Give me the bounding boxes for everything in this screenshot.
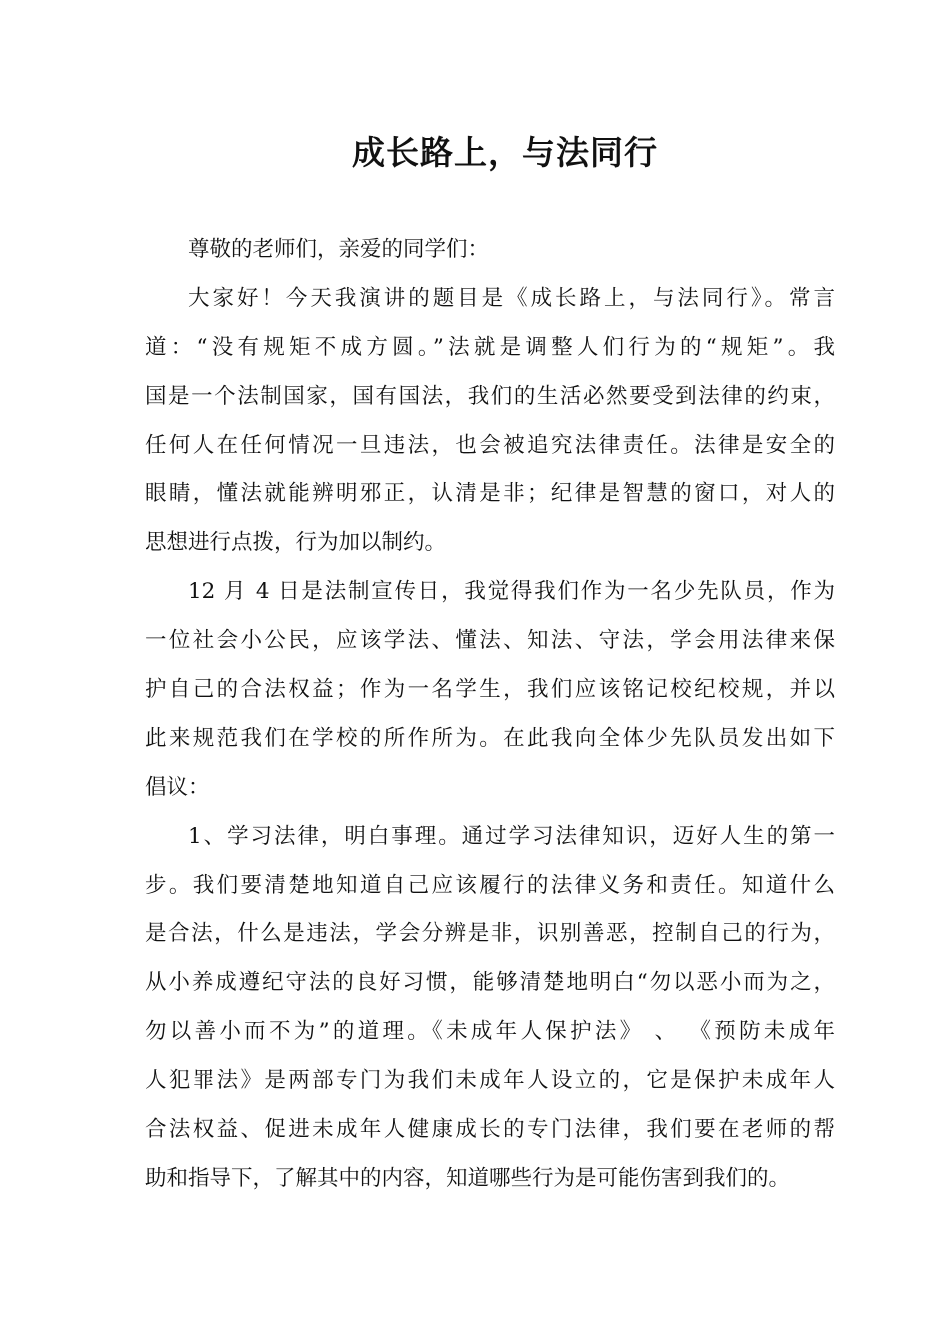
paragraph-line: 一位社会小公民，应该学法、懂法、知法、守法，学会用法律来保 [145, 628, 835, 654]
paragraph-line: 此来规范我们在学校的所作所为。在此我向全体少先队员发出如下 [145, 725, 835, 751]
paragraph-line: 步。我们要清楚地知道自己应该履行的法律义务和责任。知道什么 [145, 872, 835, 898]
paragraph-line: 护自己的合法权益；作为一名学生，我们应该铭记校纪校规，并以 [145, 677, 835, 703]
paragraph-line: 合法权益、促进未成年人健康成长的专门法律，我们要在老师的帮 [145, 1117, 835, 1143]
paragraph-line: 人犯罪法》是两部专门为我们未成年人设立的，它是保护未成年人 [145, 1068, 835, 1094]
document-title: 成长路上，与法同行 [352, 133, 658, 172]
paragraph-line: 任何人在任何情况一旦违法，也会被追究法律责任。法律是安全的 [145, 432, 835, 458]
paragraph-line: 国是一个法制国家，国有国法，我们的生活必然要受到法律的约束， [145, 383, 835, 409]
paragraph-line: 道：“没有规矩不成方圆。”法就是调整人们行为的“规矩”。我 [145, 334, 835, 360]
paragraph-line: 从小养成遵纪守法的良好习惯，能够清楚地明白“勿以恶小而为之， [145, 970, 835, 996]
paragraph-line: 勿以善小而不为”的道理。《未成年人保护法》 、 《预防未成年 [145, 1019, 835, 1045]
document-body [145, 226, 835, 1204]
salutation-line: 尊敬的老师们，亲爱的同学们： [188, 237, 490, 262]
paragraph-line: 倡议： [145, 774, 210, 800]
paragraph-line: 12 月 4 日是法制宣传日，我觉得我们作为一名少先队员，作为 [188, 579, 835, 605]
paragraph-line: 是合法，什么是违法，学会分辨是非，识别善恶，控制自己的行为， [145, 921, 835, 947]
paragraph-line: 思想进行点拨，行为加以制约。 [145, 530, 447, 556]
paragraph-line: 大家好！今天我演讲的题目是《成长路上，与法同行》。常言 [188, 285, 835, 311]
paragraph-line: 眼睛，懂法就能辨明邪正，认清是非；纪律是智慧的窗口，对人的 [145, 481, 835, 507]
paragraph-line: 1、学习法律，明白事理。通过学习法律知识，迈好人生的第一 [188, 823, 835, 849]
paragraph-line: 助和指导下，了解其中的内容，知道哪些行为是可能伤害到我们的。 [145, 1165, 791, 1191]
